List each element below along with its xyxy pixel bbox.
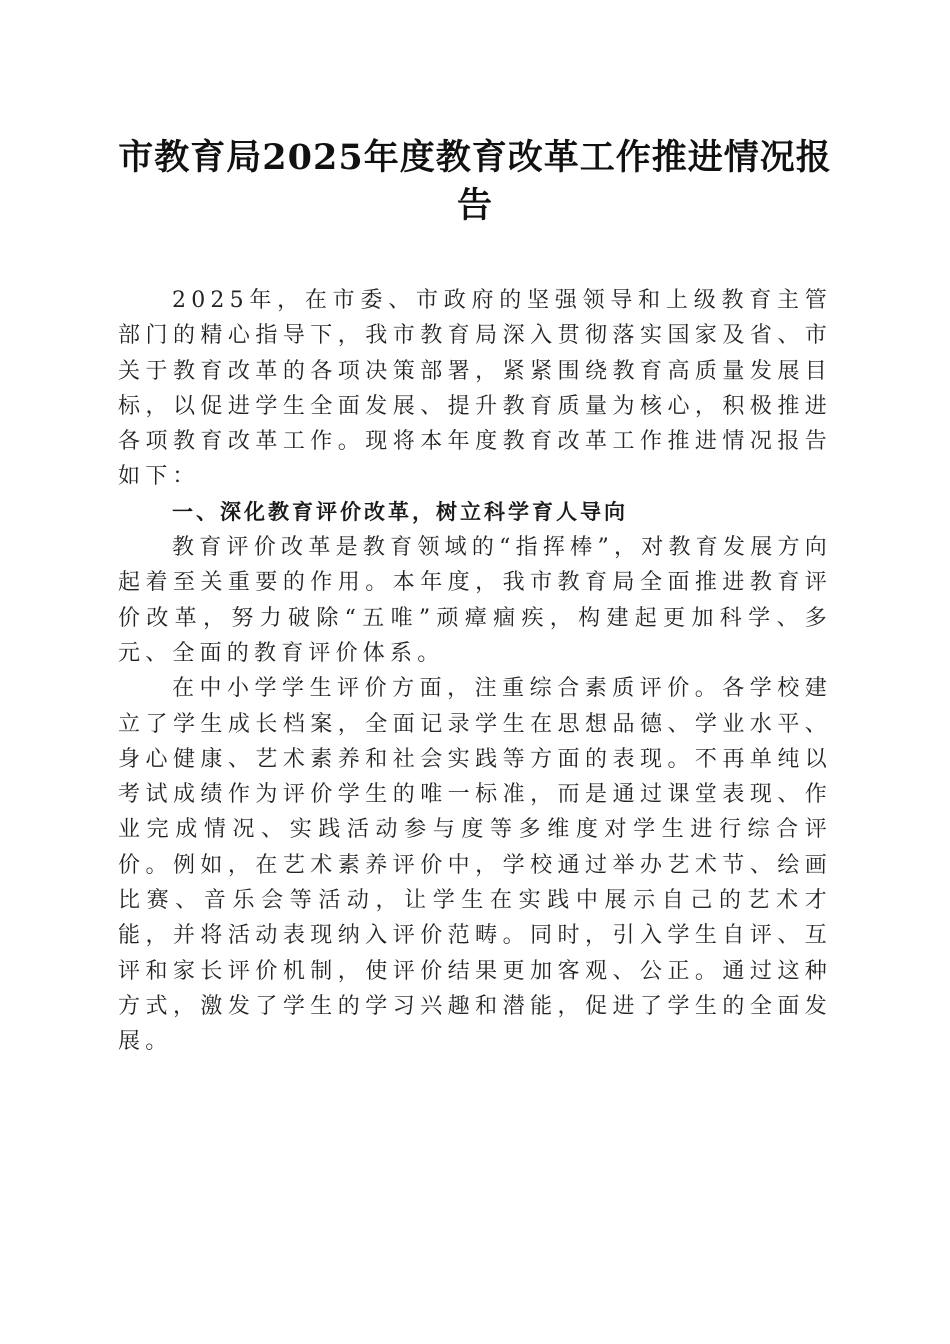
section-heading: 一、深化教育评价改革，树立科学育人导向 (172, 499, 628, 524)
document-body (118, 283, 832, 1060)
section-paragraph: 在中小学学生评价方面，注重综合素质评价。各学校建立了学生成长档案，全面记录学生在思想品德、学业水平、身心健康、艺术素养和社会实践等方面的表现。不再单纯以考试成绩作为评价学生的唯一标准，而是通过课堂表现、作业完成情况、实践活动参与度等多维度对学生进行综合评价。例如，在艺术素养评价中，学校通过举办艺术节、绘画比赛、音乐会等活动，让学生在实践中展示自己的艺术才能，并将活动表现纳入评价范畴。同时，引入学生自评、互评和家长评价机制，使评价结果更加客观、公正。通过这种方式，激发了学生的学习兴趣和潜能，促进了学生的全面发展。 (118, 676, 832, 1055)
document-title: 市教育局2025年度教育改革工作推进情况报告 (118, 137, 832, 226)
section-paragraph: 教育评价改革是教育领域的“指挥棒”，对教育发展方向起着至关重要的作用。本年度，我市教育局全面推进教育评价改革，努力破除“五唯”顽瘴痼疾，构建起更加科学、多元、全面的教育评价体系。 (118, 535, 832, 666)
intro-paragraph: 2025年，在市委、市政府的坚强领导和上级教育主管部门的精心指导下，我市教育局深入贯彻落实国家及省、市关于教育改革的各项决策部署，紧紧围绕教育高质量发展目标，以促进学生全面发展、提升教育质量为核心，积极推进各项教育改革工作。现将本年度教育改革工作推进情况报告如下： (118, 288, 832, 490)
